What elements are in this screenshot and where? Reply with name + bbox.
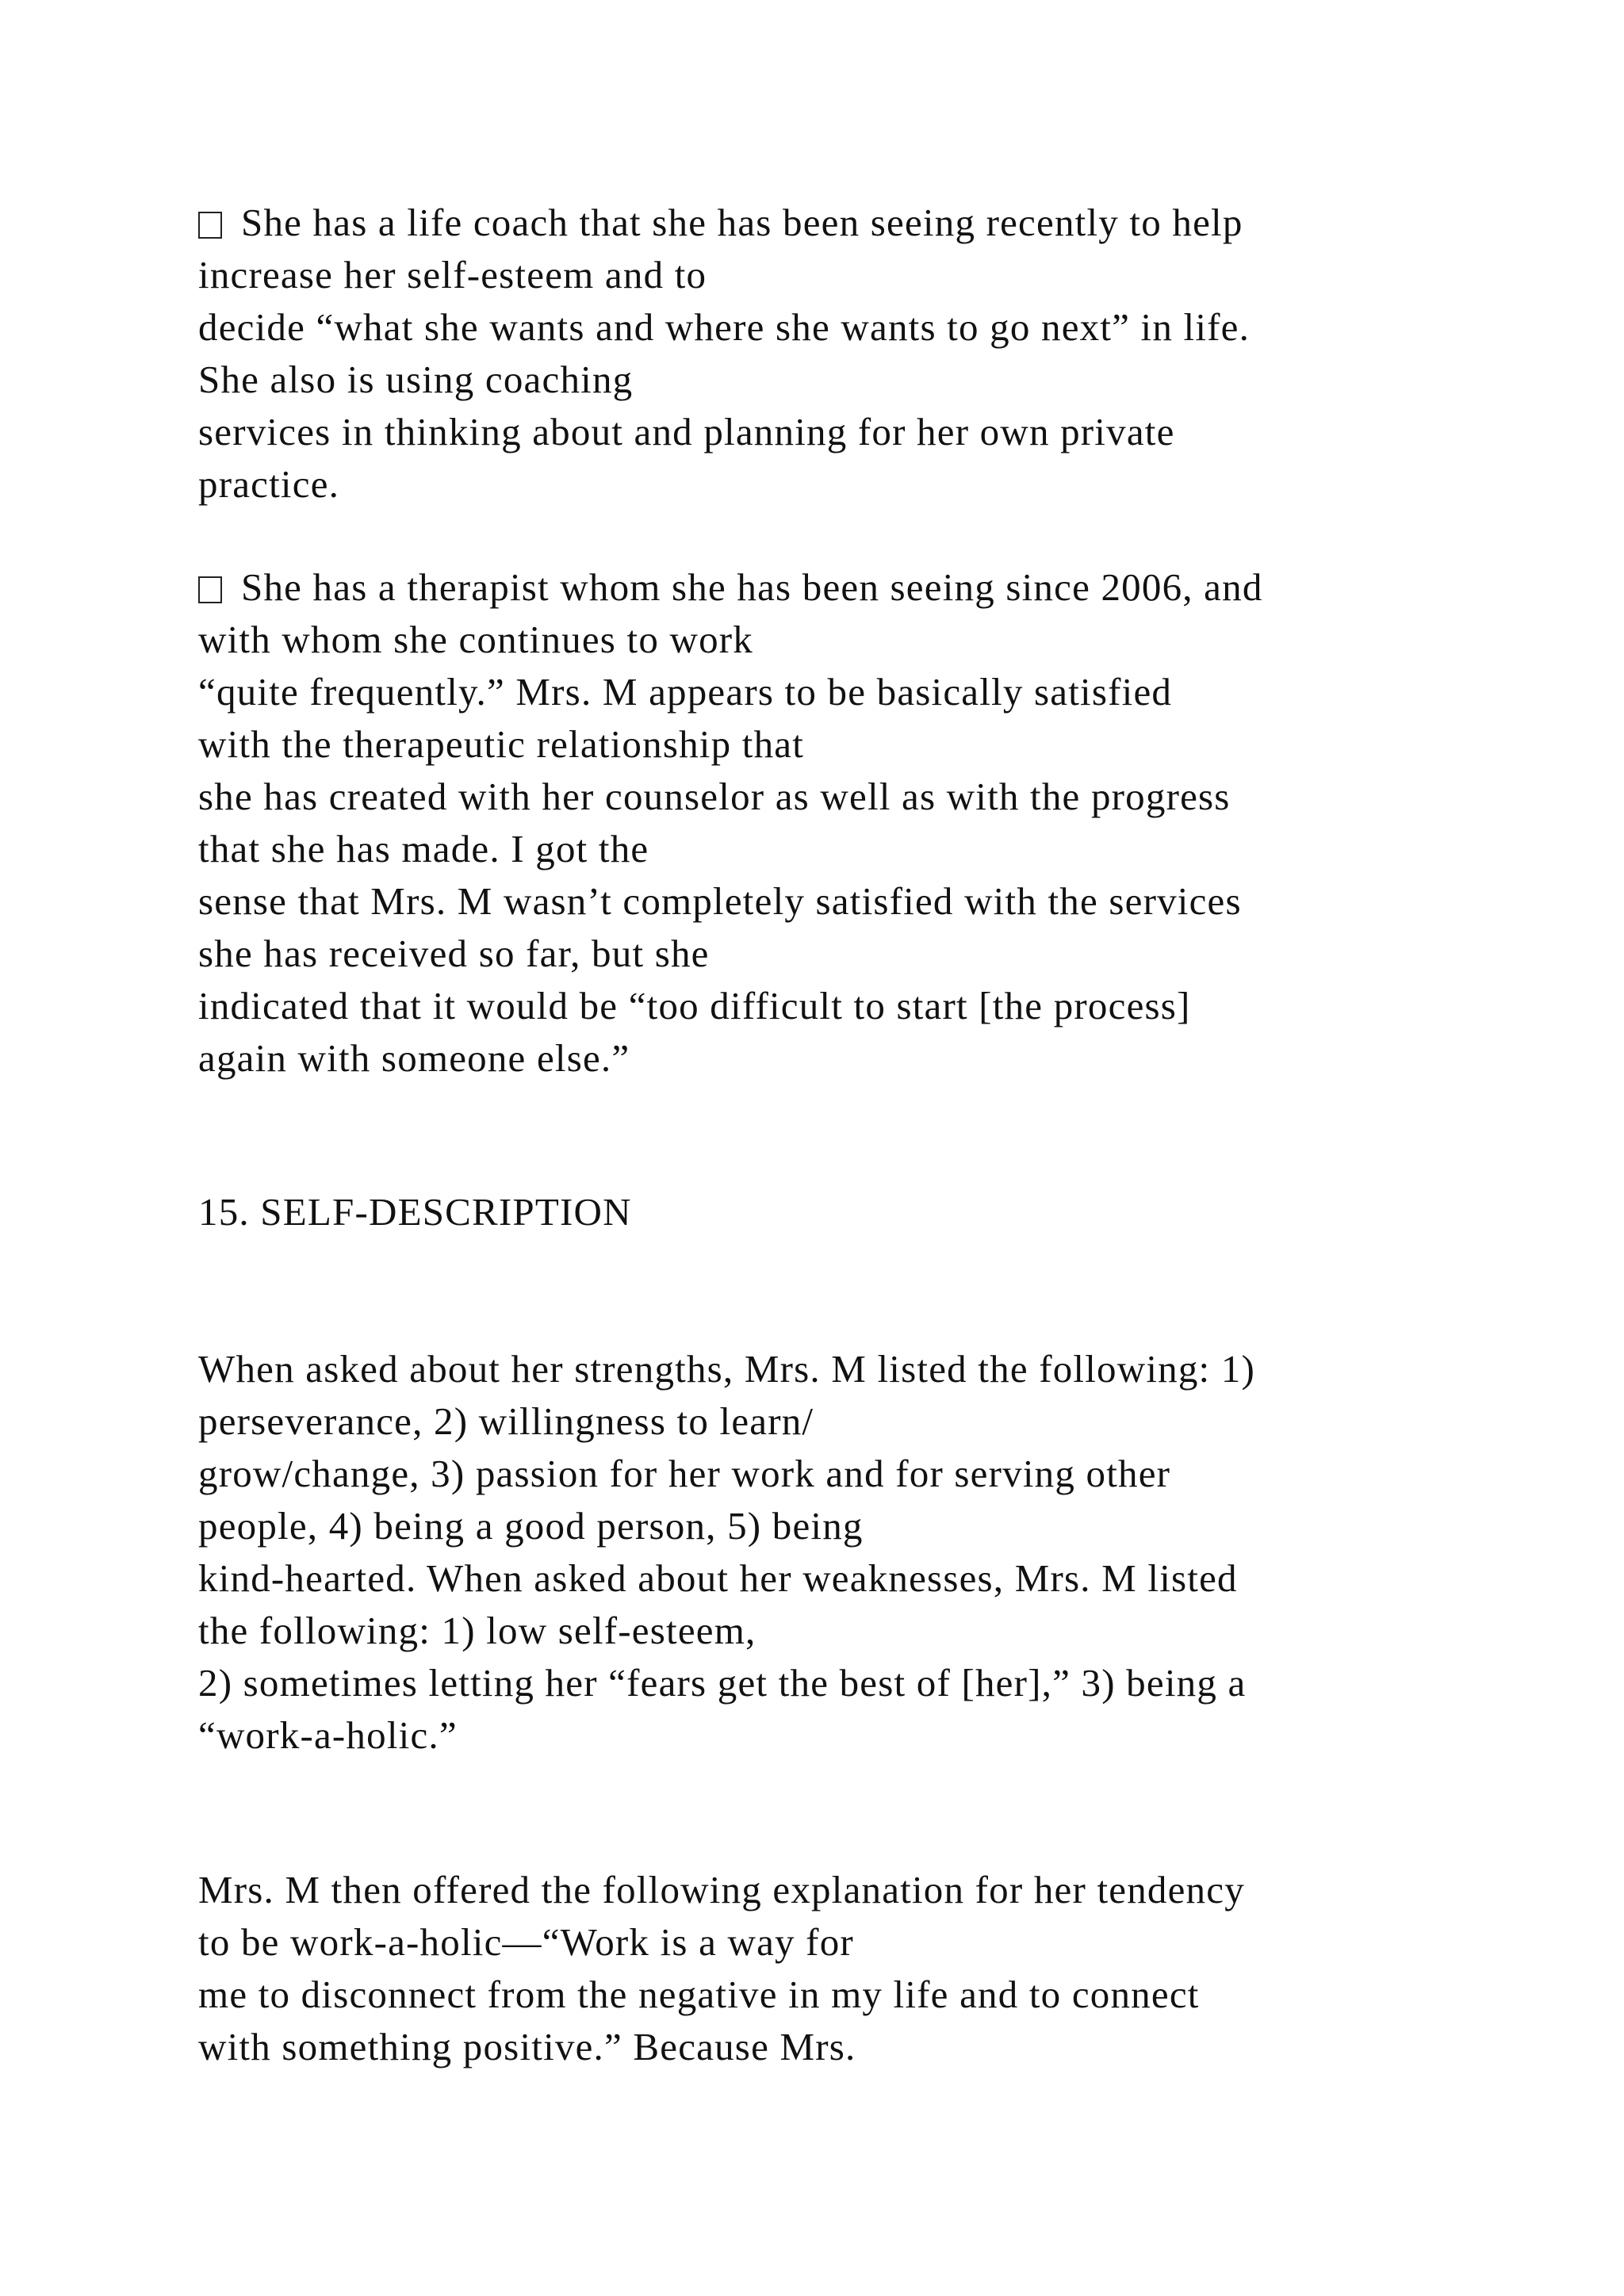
text-line: 2) sometimes letting her “fears get the best of [her],” 3) being a [198,1661,1247,1705]
text-line: grow/change, 3) passion for her work and for serving other [198,1452,1171,1495]
text-line: sense that Mrs. M wasn’t completely satisfied with the services [198,879,1242,923]
text-line: decide “what she wants and where she wants to go next” in life. [198,305,1251,349]
section-heading [198,1186,1467,1238]
missing-glyph-box-icon [198,576,222,603]
text-line: She has a therapist whom she has been seeing since 2006, and [198,561,1467,614]
text-line: she has received so far, but she [198,932,710,975]
text-line: with something positive.” Because Mrs. [198,2025,856,2068]
text-line: “work-a-holic.” [198,1713,458,1757]
text-line: to be work-a-holic—“Work is a way for [198,1920,854,1964]
text-line: She has a life coach that she has been seeing recently to help [198,197,1467,249]
text-line: perseverance, 2) willingness to learn/ [198,1399,814,1443]
paragraph-therapist [198,561,1467,1085]
text-line: again with someone else.” [198,1036,630,1080]
text-line: Mrs. M then offered the following explanation for her tendency [198,1868,1245,1911]
text-line: practice. [198,462,340,506]
text-line: indicated that it would be “too difficult to start [the process] [198,984,1191,1027]
missing-glyph-box-icon [198,212,222,239]
text-line: “quite frequently.” Mrs. M appears to be basically satisfied [198,670,1173,714]
text-line: services in thinking about and planning for her own private [198,410,1175,453]
text-line: that she has made. I got the [198,827,649,871]
text-line: the following: 1) low self-esteem, [198,1609,756,1652]
text-line: she has created with her counselor as well as with the progress [198,775,1231,818]
text-line: with whom she continues to work [198,618,753,661]
paragraph-strengths-weaknesses [198,1343,1467,1762]
text-line: with the therapeutic relationship that [198,722,805,766]
text-line: increase her self-esteem and to [198,253,707,297]
paragraph-explanation [198,1864,1467,2073]
text-line: kind-hearted. When asked about her weaknesses, Mrs. M listed [198,1556,1238,1600]
text-line: people, 4) being a good person, 5) being [198,1504,864,1548]
paragraph-life-coach [198,197,1467,511]
text-line: me to disconnect from the negative in my life and to connect [198,1973,1200,2016]
text-line: She also is using coaching [198,358,634,401]
section-heading-text: 15. SELF-DESCRIPTION [198,1190,632,1234]
text-line: When asked about her strengths, Mrs. M listed the following: 1) [198,1347,1256,1391]
